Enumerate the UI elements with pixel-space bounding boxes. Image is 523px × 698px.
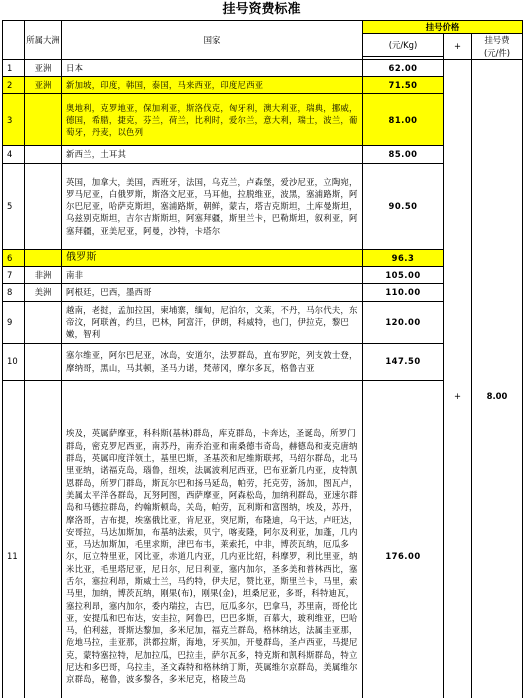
- page-title: 挂号资费标准: [222, 2, 301, 17]
- row-countries: 俄罗斯: [62, 249, 363, 266]
- row-index: 8: [3, 284, 25, 301]
- row-countries: 奥地利，克罗地亚，保加利亚，斯洛伐克，匈牙利，澳大利亚，瑞典，挪威，德国，希腊，捷克，芬兰，荷兰，比利时，爱尔兰，意大利，瑞士，波兰，葡萄牙，丹麦，以色列: [62, 94, 363, 146]
- header-price-group: 挂号价格: [363, 21, 523, 34]
- row-index: 11: [3, 380, 25, 698]
- row-region: [25, 343, 62, 380]
- row-price: 120.00: [363, 301, 444, 343]
- row-region: 亚洲: [25, 59, 62, 76]
- header-idx-cell: [3, 21, 25, 60]
- row-region: [25, 146, 62, 163]
- row-region: 亚洲: [25, 77, 62, 94]
- row-price: 96.3: [363, 249, 444, 266]
- row-countries: 英国，加拿大，美国，西班牙，法国，乌克兰，卢森堡，爱沙尼亚，立陶宛，罗马尼亚，白俄罗斯，斯洛文尼亚，马耳他，拉脱维亚，波黑，塞浦路斯，阿尔巴尼亚，哈萨克斯坦，塞浦路斯，朝鲜，蒙古，塔吉克斯坦，土库曼斯坦，乌兹别克斯坦，吉尔吉斯斯坦，阿塞拜疆，斯里兰卡，巴勒斯坦，叙利亚，阿塞拜疆，亚美尼亚，阿曼，沙特，卡塔尔: [62, 163, 363, 249]
- row-price: 90.50: [363, 163, 444, 249]
- row-countries: 新加坡，印度，韩国，泰国，马来西亚，印度尼西亚: [62, 77, 363, 94]
- row-index: 3: [3, 94, 25, 146]
- row-region: [25, 380, 62, 698]
- row-region: [25, 94, 62, 146]
- row-countries: 南非: [62, 267, 363, 284]
- row-price: 176.00: [363, 380, 444, 698]
- row-index: 10: [3, 343, 25, 380]
- header-unit-item: (元/件): [483, 47, 511, 58]
- row-price: 71.50: [363, 77, 444, 94]
- row-countries: 日本: [62, 59, 363, 76]
- row-price: 81.00: [363, 94, 444, 146]
- row-price: 147.50: [363, 343, 444, 380]
- row-region: [25, 249, 62, 266]
- row-index: 7: [3, 267, 25, 284]
- plus-sign: +: [444, 59, 472, 698]
- header-unit-kg: (元/Kg): [363, 34, 444, 56]
- row-price: 105.00: [363, 267, 444, 284]
- header-reg-fee: 挂号费: [484, 35, 510, 46]
- header-plus: +: [444, 34, 472, 60]
- row-price: 85.00: [363, 146, 444, 163]
- row-countries: 阿根廷，巴西，墨西哥: [62, 284, 363, 301]
- row-region: [25, 163, 62, 249]
- fee-row: [3, 59, 523, 76]
- row-index: 4: [3, 146, 25, 163]
- header-row-1: [3, 21, 523, 34]
- row-index: 2: [3, 77, 25, 94]
- row-countries: 越南，老挝，孟加拉国，柬埔寨，缅甸，尼泊尔，文莱，不丹，马尔代夫，东帝汶，阿联酋，约旦，巴林，阿富汗，伊朗，科威特，也门，伊拉克，黎巴嫩，智利: [62, 301, 363, 343]
- registration-fee: 8.00: [472, 59, 523, 698]
- row-countries: 埃及，英属萨摩亚，科科斯(基林)群岛，库克群岛，卡奔达，圣诞岛，所罗门群岛，密克罗尼西亚，南苏丹，南乔治亚和南桑德韦奇岛，赫德岛和麦克唐纳群岛，英属印度洋领土，基里巴斯，圣基茨和尼维斯联邦，马绍尔群岛，北马里亚纳，诺福克岛，瑙鲁，纽埃，法属波利尼西亚，巴布亚新几内亚，皮特凯恩群岛，所罗门群岛，斯瓦尔巴和扬马延岛，帕劳，托克劳，汤加，图瓦卢，美属太平洋各群岛，瓦努阿图，西萨摩亚，阿森松岛，加纳利群岛，亚速尔群岛和马德拉群岛，约翰斯顿岛，关岛，帕劳，瓦利斯和富图纳，埃及，苏丹，摩洛哥，吉布提，埃塞俄比亚，肯尼亚，突尼斯，布隆迪，乌干达，卢旺达，安哥拉，马达加斯加，布基纳法索，贝宁，喀麦隆，阿尔及利亚，加蓬，几内亚，马达加斯加，毛里求斯，津巴布韦，莱索托，中非，博茨瓦纳，厄瓜多尔，厄立特里亚，冈比亚，赤道几内亚，几内亚比绍，科摩罗，利比里亚，纳米比亚，毛里塔尼亚，尼日尔，尼日利亚，塞内加尔，圣多美和普林西比，塞舌尔，塞拉利昂，斯威士兰，马约特，伊夫尼，赞比亚，斯里兰卡，马里，索马里，加纳，博茨瓦纳，刚果(布)，刚果(金)，坦桑尼亚，多哥，科特迪瓦，塞拉利昂，塞内加尔，委内瑞拉，古巴，厄瓜多尔，巴拿马，苏里南，哥伦比亚，安提瓜和巴布达，安圭拉，阿鲁巴，巴巴多斯，百慕大，玻利维亚，巴哈马，伯利兹，哥斯达黎加，多米尼加，福克兰群岛，格林纳达，法属圭亚那，危地马拉，圭亚那，洪都拉斯，海地，牙买加，开曼群岛，圣卢西亚，马提尼克，蒙特塞拉特，尼加拉瓜，巴拉圭，萨尔瓦多，特克斯和凯科斯群岛，特立尼达和多巴哥，乌拉圭，圣文森特和格林纳丁斯，英属维尔京群岛，美属维尔京群岛，秘鲁，波多黎各，多米尼克，格陵兰岛: [62, 380, 363, 698]
- row-region: [25, 301, 62, 343]
- row-index: 6: [3, 249, 25, 266]
- header-region: 所属大洲: [25, 21, 62, 60]
- row-index: 1: [3, 59, 25, 76]
- row-region: 非洲: [25, 267, 62, 284]
- header-country: 国家: [62, 21, 363, 60]
- fee-table: [2, 20, 523, 698]
- header-reg-fee-cell: [472, 34, 523, 60]
- row-price: 62.00: [363, 59, 444, 76]
- row-index: 5: [3, 163, 25, 249]
- row-region: 美洲: [25, 284, 62, 301]
- row-countries: 新西兰，土耳其: [62, 146, 363, 163]
- row-price: 110.00: [363, 284, 444, 301]
- row-index: 9: [3, 301, 25, 343]
- row-countries: 塞尔维亚，阿尔巴尼亚，冰岛，安道尔，法罗群岛，直布罗陀，列支敦士登，摩纳哥，黑山，马其顿，圣马力诺，梵蒂冈，摩尔多瓦，格鲁吉亚: [62, 343, 363, 380]
